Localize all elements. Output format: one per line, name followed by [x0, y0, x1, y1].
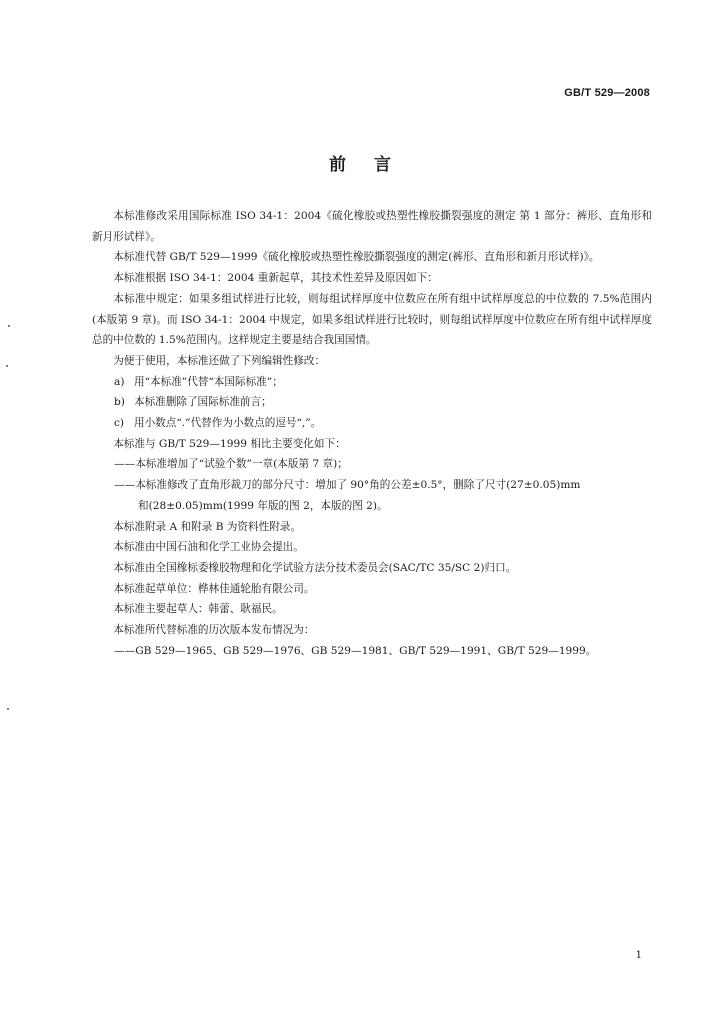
- change-item: ——本标准修改了直角形裁刀的部分尺寸：增加了 90°角的公差±0.5°，删除了尺寸(27±0.05)mm: [114, 479, 581, 492]
- paragraph-drafting-unit: 本标准起草单位：桦林佳通轮胎有限公司。: [113, 582, 315, 595]
- paragraph-history-intro: 本标准所代替标准的历次版本发布情况为：: [113, 624, 315, 637]
- edit-item: [92, 392, 652, 413]
- edit-item-mark: a): [114, 375, 125, 388]
- edit-item: [92, 413, 652, 434]
- edit-item-text: 用“本标准”代替“本国际标准”；: [134, 375, 283, 388]
- paragraph-editorial-intro: 为便于使用，本标准还做了下列编辑性修改：: [113, 354, 326, 367]
- paragraph-proposer: 本标准由中国石油和化学工业协会提出。: [113, 541, 304, 554]
- edit-item-mark: c): [114, 417, 125, 430]
- change-item: ——本标准增加了“试验个数”一章(本版第 7 章)；: [114, 458, 348, 471]
- scan-speck: [6, 365, 8, 367]
- change-item-continuation: 和(28±0.05)mm(1999 年版的图 2，本版的图 2)。: [138, 499, 388, 512]
- scan-speck: [7, 708, 9, 710]
- history-list: ——GB 529—1965、GB 529—1976、GB 529—1981、GB/T 529—1991、GB/T 529—1999。: [114, 644, 597, 657]
- paragraph-redrafted: 本标准根据 ISO 34-1：2004 重新起草，其技术性差异及原因如下：: [113, 272, 438, 285]
- paragraph-annex: 本标准附录 A 和附录 B 为资料性附录。: [113, 520, 301, 533]
- edit-item-text: 本标准删除了国际标准前言；: [134, 396, 272, 409]
- paragraph-committee: 本标准由全国橡标委橡胶物理和化学试验方法分技术委员会(SAC/TC 35/SC 2)归口。: [113, 561, 517, 574]
- scan-speck: [8, 325, 10, 327]
- paragraph-replaces: 本标准代替 GB/T 529—1999《硫化橡胶或热塑性橡胶撕裂强度的测定(裤形、直角形和新月形试样)》。: [113, 251, 600, 264]
- edit-item-mark: b): [114, 396, 125, 409]
- page-title: 前言: [329, 155, 419, 175]
- foreword-body: [92, 206, 652, 661]
- paragraph-technical-difference: 本标准中规定：如果多组试样进行比较，则每组试样厚度中位数应在所有组中试样厚度总的中位数的 7.5%范围内(本版第 9 章)。而 ISO 34-1：2004 中规定，如果多组试样进行比较时，则每组试样厚度中位数应在所有组中试样厚度总的中位数的 1.5%范围内。这样规定主要是结合我国国情。: [92, 292, 652, 347]
- paragraph-comparison-intro: 本标准与 GB/T 529—1999 相比主要变化如下：: [113, 437, 346, 450]
- page-number: 1: [635, 950, 642, 961]
- paragraph-adoption: 本标准修改采用国际标准 ISO 34-1：2004《硫化橡胶或热塑性橡胶撕裂强度的测定 第 1 部分：裤形、直角形和新月形试样》。: [92, 210, 652, 243]
- edit-item: [92, 372, 652, 393]
- standard-code-header: GB/T 529—2008: [564, 87, 650, 99]
- edit-item-text: 用小数点“.”代替作为小数点的逗号“,”。: [134, 417, 322, 430]
- paragraph-drafters: 本标准主要起草人：韩蕾、耿福民。: [113, 603, 283, 616]
